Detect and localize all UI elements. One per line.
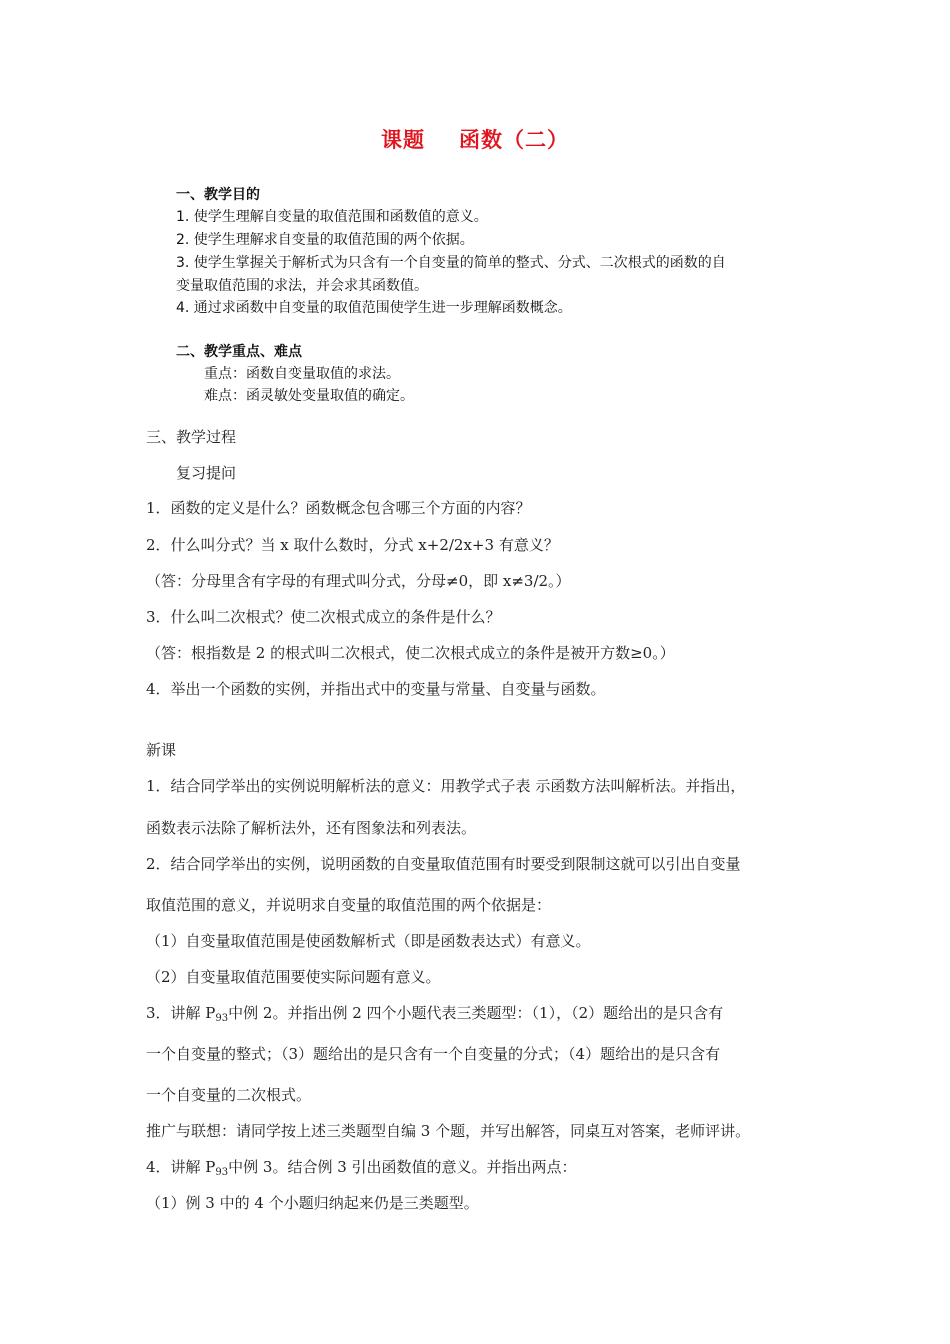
- review-item: 1．函数的定义是什么？函数概念包含哪三个方面的内容？: [146, 499, 531, 517]
- new-lesson-line: （1）例 3 中的 4 个小题归纳起来仍是三类题型。: [146, 1194, 479, 1212]
- title-topic: 函数（二）: [459, 128, 569, 152]
- objective-item: 2. 使学生理解求自变量的取值范围的两个依据。: [176, 232, 474, 248]
- objective-item: 4. 通过求函数中自变量的取值范围使学生进一步理解函数概念。: [176, 300, 572, 316]
- extension-line: 推广与联想：请同学按上述三类题型自编 3 个题，并写出解答，同桌互对答案，老师评讲。: [146, 1122, 751, 1140]
- objective-item: 1. 使学生理解自变量的取值范围和函数值的意义。: [176, 209, 488, 225]
- process-heading: 三、教学过程: [146, 428, 237, 446]
- review-item: 4．举出一个函数的实例，并指出式中的变量与常量、自变量与函数。: [146, 680, 606, 698]
- objective-item: 3. 使学生掌握关于解析式为只含有一个自变量的简单的整式、分式、二次根式的函数的自: [176, 255, 726, 271]
- page-subscript: 93: [215, 1167, 229, 1178]
- new-lesson-line: 一个自变量的二次根式。: [146, 1086, 312, 1104]
- new-lesson-heading: 新课: [146, 741, 177, 759]
- difficult-point: 难点：函灵敏处变量取值的确定。: [204, 388, 414, 404]
- review-answer: （答：根指数是 2 的根式叫二次根式，使二次根式成立的条件是被开方数≥0。）: [146, 644, 675, 662]
- new-lesson-line: 1．结合同学举出的实例说明解析法的意义：用教学式子表 示函数方法叫解析法。并指出，: [146, 777, 746, 795]
- review-item: 3．什么叫二次根式？使二次根式成立的条件是什么？: [146, 608, 501, 626]
- new-lesson-line: （1）自变量取值范围是使函数解析式（即是函数表达式）有意义。: [146, 932, 591, 950]
- title-label: 课题: [381, 128, 425, 152]
- new-lesson-line: 取值范围的意义，并说明求自变量的取值范围的两个依据是：: [146, 896, 552, 914]
- new-lesson-line: 2．结合同学举出的实例，说明函数的自变量取值范围有时要受到限制这就可以引出自变量: [146, 855, 741, 873]
- review-heading: 复习提问: [176, 464, 237, 482]
- new-lesson-line: 4．讲解 $P_{93}$中例 3。结合例 3 引出函数值的意义。并指出两点：: [146, 1158, 577, 1178]
- key-point: 重点：函数自变量取值的求法。: [204, 366, 400, 382]
- objectives-heading: 一、教学目的: [176, 187, 260, 203]
- new-lesson-line: 函数表示法除了解析法外，还有图象法和列表法。: [146, 819, 477, 837]
- page-title: [0, 124, 950, 154]
- keypoints-heading: 二、教学重点、难点: [176, 344, 302, 360]
- page-subscript: 93: [215, 1013, 229, 1024]
- new-lesson-line: （2）自变量取值范围要使实际问题有意义。: [146, 968, 441, 986]
- new-lesson-line: 3．讲解 $P_{93}$中例 2。并指出例 2 四个小题代表三类题型：（1），（2）题给出的是只含有: [146, 1004, 724, 1024]
- review-answer: （答：分母里含有字母的有理式叫分式，分母≠0，即 x≠3/2。）: [146, 572, 571, 590]
- new-lesson-line: 一个自变量的整式；（3）题给出的是只含有一个自变量的分式；（4）题给出的是只含有: [146, 1045, 721, 1063]
- objective-item: 变量取值范围的求法，并会求其函数值。: [176, 278, 428, 294]
- review-item: 2．什么叫分式？当 x 取什么数时，分式 x+2/2x+3 有意义？: [146, 536, 559, 554]
